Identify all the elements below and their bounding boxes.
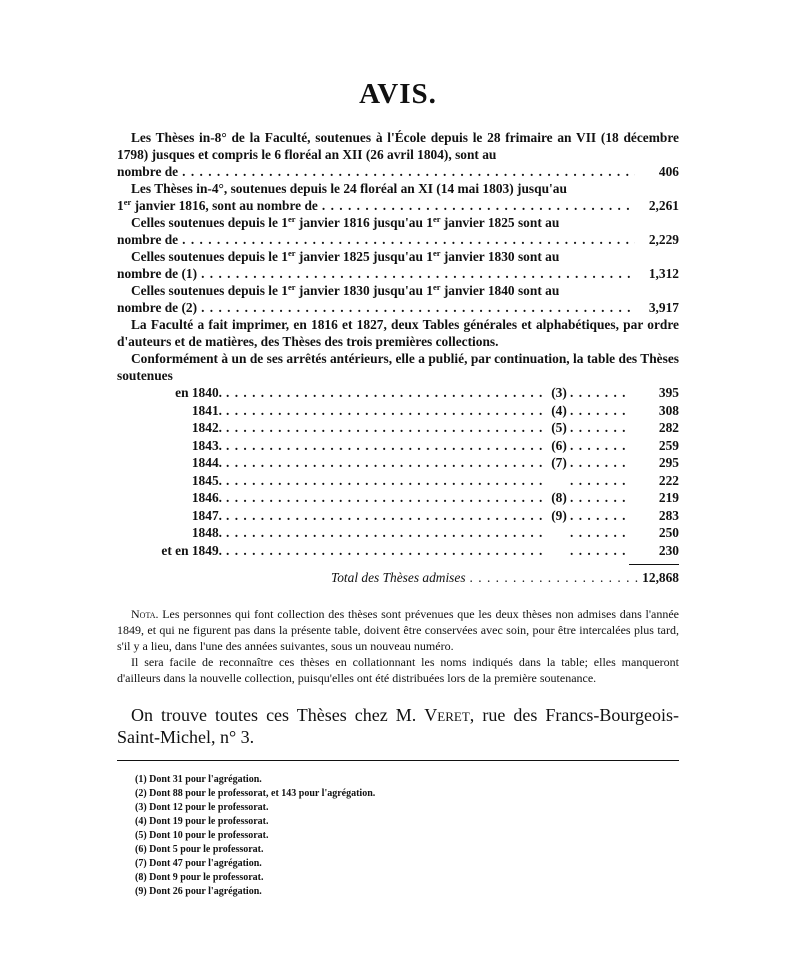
nota-label: Nota. xyxy=(131,607,159,621)
year-note: (7) xyxy=(551,455,567,470)
superscript: er xyxy=(287,214,296,224)
leader-3-label: nombre de xyxy=(117,232,179,247)
leader-row-2 xyxy=(117,197,679,214)
paragraph-2-text: Les Thèses in-4°, soutenues depuis le 24 floréal an XI (14 mai 1803) jusqu'au xyxy=(131,181,567,196)
dot-leader xyxy=(226,402,548,420)
notice-text-a: On trouve toutes ces Thèses chez M. xyxy=(131,705,425,725)
dot-leader xyxy=(570,489,630,507)
year-count: 308 xyxy=(658,402,679,418)
p3-a: Celles soutenues depuis le 1 xyxy=(131,215,288,230)
p3-c: janvier 1825 sont au xyxy=(440,215,560,230)
paragraph-1 xyxy=(117,129,679,163)
paragraph-7: Conformément à un de ses arrêtés antérieurs, elle a publié, par continuation, la table des Thèses soutenues xyxy=(117,351,679,383)
year-row xyxy=(117,542,679,560)
year-label: 1842. xyxy=(191,420,222,435)
year-table xyxy=(117,384,679,559)
leader-4-label: nombre de (1) xyxy=(117,266,198,281)
page-title: AVIS. xyxy=(359,78,437,110)
footnote: (7) Dont 47 pour l'agrégation. xyxy=(135,858,262,869)
dot-leader xyxy=(201,299,635,316)
year-count: 295 xyxy=(658,455,679,470)
leader-row-5 xyxy=(117,299,679,316)
year-label: 1844. xyxy=(191,455,222,470)
nota-section xyxy=(117,606,679,686)
year-note: (3) xyxy=(551,385,567,400)
dot-leader xyxy=(322,197,635,214)
dot-leader xyxy=(226,542,548,560)
year-note: (4) xyxy=(551,402,567,418)
year-count: 222 xyxy=(658,472,679,488)
year-label: 1845. xyxy=(191,472,222,488)
dot-leader xyxy=(226,489,548,507)
total-value: 12,868 xyxy=(642,570,679,585)
dot-leader xyxy=(182,163,635,180)
leader-2-pre: 1 xyxy=(117,198,124,213)
year-note: (5) xyxy=(551,420,567,435)
year-row xyxy=(117,454,679,472)
dot-leader xyxy=(226,472,548,490)
year-row xyxy=(117,507,679,525)
year-label: 1847. xyxy=(191,507,222,523)
superscript: er xyxy=(432,214,441,224)
leader-2-text: janvier 1816, sont au nombre de xyxy=(131,198,318,213)
leader-row-4 xyxy=(117,265,679,282)
leader-2-label xyxy=(117,197,318,214)
superscript: er xyxy=(432,248,441,258)
footnote: (4) Dont 19 pour le professorat. xyxy=(135,816,269,827)
total-rule-wrap xyxy=(117,559,679,569)
dot-leader xyxy=(570,402,630,420)
dot-leader xyxy=(226,437,548,455)
leader-4-value: 1,312 xyxy=(648,266,679,281)
footnote-divider xyxy=(117,760,679,761)
dot-leader xyxy=(570,454,630,472)
dot-leader xyxy=(182,231,635,248)
footnote: (5) Dont 10 pour le professorat. xyxy=(135,830,269,841)
leader-1-value: 406 xyxy=(658,164,679,179)
dot-leader xyxy=(226,419,548,437)
paragraph-2 xyxy=(117,180,679,197)
leader-2-value: 2,261 xyxy=(648,198,679,213)
p5-b: janvier 1830 jusqu'au 1 xyxy=(295,283,433,298)
superscript: er xyxy=(432,282,441,292)
nota-text-1: Les personnes qui font collection des thèses sont prévenues que les deux thèses non admises dans l'année 1849, et qui ne figurent pas dans la présente table, doivent être conservées avec soin, pour être intercalées plus tard, s'il y a lieu, dans l'une des années suivantes, sous un nouveau numéro. xyxy=(117,607,679,653)
year-note: (9) xyxy=(551,507,567,523)
year-label: 1841. xyxy=(191,402,222,418)
p4-b: janvier 1825 jusqu'au 1 xyxy=(295,249,433,264)
year-row xyxy=(117,524,679,542)
dot-leader xyxy=(470,569,639,586)
paragraph-4 xyxy=(117,248,679,265)
footnote: (2) Dont 88 pour le professorat, et 143 pour l'agrégation. xyxy=(135,788,376,799)
dot-leader xyxy=(570,507,630,525)
dot-leader xyxy=(570,524,630,542)
dot-leader xyxy=(226,384,548,402)
year-label: 1846. xyxy=(191,490,222,505)
document-page xyxy=(117,78,679,899)
year-note: (6) xyxy=(551,437,567,453)
year-count: 259 xyxy=(658,437,679,453)
year-count: 283 xyxy=(658,507,679,523)
dot-leader xyxy=(570,472,630,490)
nota-paragraph-2: Il sera facile de reconnaître ces thèses en collationnant les noms indiqués dans la table; elles manqueront d'ailleurs dans la nouvelle collection, puisqu'elles ont été distribuées lors de la première soutenance. xyxy=(117,655,679,685)
year-row xyxy=(117,384,679,402)
paragraph-3 xyxy=(117,214,679,231)
total-label: Total des Thèses admises xyxy=(331,570,466,585)
year-count: 230 xyxy=(658,542,679,558)
footnote: (6) Dont 5 pour le professorat. xyxy=(135,844,264,855)
paragraph-5 xyxy=(117,282,679,299)
year-count: 395 xyxy=(658,385,679,400)
notice-text-b: , rue des Francs-Bourgeois-Saint-Michel, n° 3. xyxy=(117,705,680,747)
p5-c: janvier 1840 sont au xyxy=(440,283,560,298)
leader-1-label: nombre de xyxy=(117,164,179,179)
leader-row-3 xyxy=(117,231,679,248)
year-row xyxy=(117,419,679,437)
dot-leader xyxy=(226,524,548,542)
notice-name: Veret xyxy=(424,705,470,725)
superscript: er xyxy=(287,282,296,292)
p3-b: janvier 1816 jusqu'au 1 xyxy=(295,215,433,230)
dot-leader xyxy=(570,384,630,402)
leader-row-1 xyxy=(117,163,679,180)
leader-5-value: 3,917 xyxy=(648,300,679,315)
veret-notice xyxy=(117,704,679,748)
dot-leader xyxy=(570,437,630,455)
year-label: 1848. xyxy=(191,525,222,540)
footnote: (3) Dont 12 pour le professorat. xyxy=(135,802,269,813)
dot-leader xyxy=(226,507,548,525)
year-row xyxy=(117,472,679,490)
year-count: 219 xyxy=(658,490,679,505)
year-row xyxy=(117,437,679,455)
year-count: 282 xyxy=(658,420,679,435)
footnote: (1) Dont 31 pour l'agrégation. xyxy=(135,774,262,785)
dot-leader xyxy=(570,419,630,437)
dot-leader xyxy=(201,265,635,282)
total-row xyxy=(117,569,679,586)
year-note: (8) xyxy=(551,490,567,505)
nota-paragraph-1 xyxy=(117,606,679,654)
total-rule xyxy=(629,564,679,565)
p4-c: janvier 1830 sont au xyxy=(440,249,560,264)
intro-section xyxy=(117,129,679,384)
superscript: er xyxy=(287,248,296,258)
year-row xyxy=(117,402,679,420)
leader-3-value: 2,229 xyxy=(648,232,679,247)
year-label: en 1840. xyxy=(175,385,222,400)
footnote: (8) Dont 9 pour le professorat. xyxy=(135,872,264,883)
year-count: 250 xyxy=(658,525,679,540)
year-label: 1843. xyxy=(191,437,222,453)
leader-5-label: nombre de (2) xyxy=(117,300,198,315)
superscript: er xyxy=(123,197,132,207)
dot-leader xyxy=(570,542,630,560)
p5-a: Celles soutenues depuis le 1 xyxy=(131,283,288,298)
dot-leader xyxy=(226,454,548,472)
year-label: et en 1849. xyxy=(161,542,222,558)
footnote: (9) Dont 26 pour l'agrégation. xyxy=(135,886,262,897)
paragraph-1-text: Les Thèses in-8° de la Faculté, soutenues à l'École depuis le 28 frimaire an VII (18 décembre 1798) jusques et compris le 6 floréal an XII (26 avril 1804), sont au xyxy=(117,130,679,162)
footnotes xyxy=(117,773,679,899)
paragraph-6: La Faculté a fait imprimer, en 1816 et 1827, deux Tables générales et alphabétiques, par ordre d'auteurs et de matières, des Thèses des trois premières collections. xyxy=(117,317,679,349)
year-row xyxy=(117,489,679,507)
p4-a: Celles soutenues depuis le 1 xyxy=(131,249,288,264)
